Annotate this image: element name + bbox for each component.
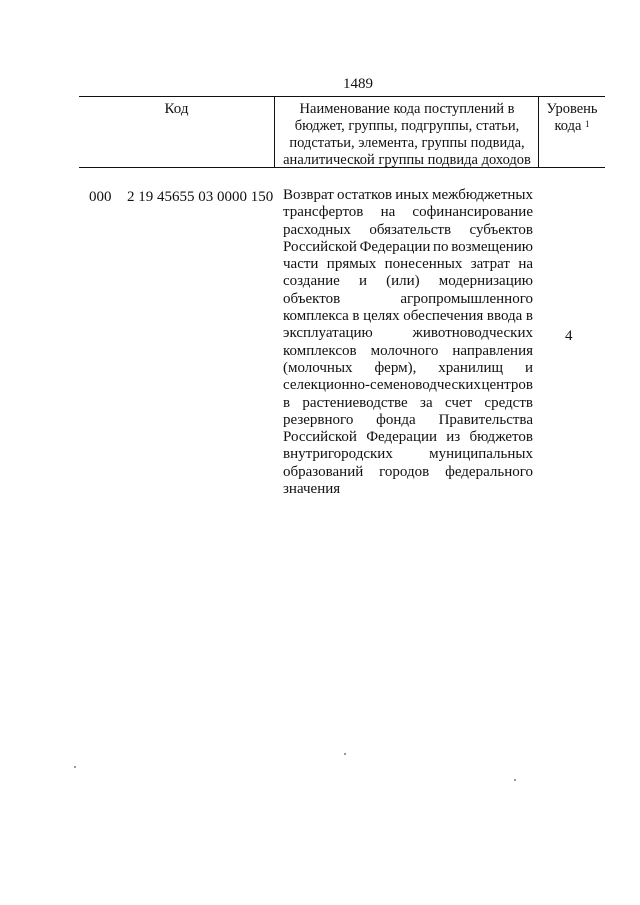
description-word: растениеводстве: [302, 394, 408, 411]
description-word: Российской: [283, 238, 357, 255]
description-word: части: [283, 256, 319, 273]
description-word: и: [358, 273, 367, 290]
footnote-marker: 1: [585, 119, 590, 129]
description-word: фонда: [376, 411, 416, 428]
description-word: Федерации: [366, 429, 438, 446]
description-word: (молочных: [283, 359, 353, 376]
header-name-line: аналитической группы подвида доходов: [283, 152, 531, 168]
description-line: [283, 395, 533, 412]
description-word: возмещению: [451, 238, 533, 255]
header-level: [539, 101, 605, 135]
description-word: ввода: [486, 308, 523, 325]
description-line: [283, 256, 533, 273]
description-word: комплексов: [283, 342, 357, 359]
page-number: 1489: [343, 76, 373, 92]
description-word: затрат: [470, 256, 510, 273]
description-line: [283, 464, 533, 481]
header-name: [276, 101, 538, 169]
description-word: бюджетов: [469, 429, 533, 446]
scan-speck: [74, 766, 76, 768]
description-line: [283, 204, 533, 221]
description-line: значения: [283, 481, 341, 498]
description-word: целях: [363, 308, 400, 325]
description-line: [283, 291, 533, 308]
description-word: Возврат: [283, 187, 334, 203]
description-word: на: [380, 204, 396, 221]
description-word: за: [420, 394, 433, 411]
description-line: [283, 222, 533, 239]
description-word: (или): [386, 273, 420, 290]
description-word: модернизацию: [438, 273, 533, 290]
row-description: [283, 187, 533, 498]
description-word: комплекса: [283, 308, 349, 325]
description-word: трансфертов: [283, 204, 364, 221]
scan-speck: [344, 753, 346, 755]
description-word: хранилищ: [438, 359, 504, 376]
description-word: прямых: [326, 256, 377, 273]
description-word: остатков: [336, 187, 393, 203]
description-word: иных: [395, 187, 429, 203]
description-word: агропромышленного: [400, 290, 533, 307]
description-line: [283, 325, 533, 342]
description-line: [283, 412, 533, 429]
description-word: в: [283, 394, 291, 411]
header-name-line: бюджет, группы, подгруппы, статьи,: [294, 118, 520, 134]
description-word: муниципальных: [429, 446, 533, 463]
header-level-word: кода: [554, 118, 582, 134]
description-word: резервного: [283, 411, 354, 428]
description-word: ферм),: [374, 359, 417, 376]
description-word: молочного: [370, 342, 439, 359]
description-word: в: [525, 308, 533, 325]
row-admin-code: 000: [89, 189, 112, 205]
description-word: направления: [452, 342, 533, 359]
header-name-line: подстатьи, элемента, группы подвида,: [289, 135, 525, 151]
row-budget-code: 2 19 45655 03 0000 150: [127, 189, 274, 205]
description-word: внутригородских: [283, 446, 393, 463]
description-word: понесенных: [384, 256, 463, 273]
description-word: городов: [379, 463, 430, 480]
description-word: Федерации: [359, 238, 431, 255]
description-line: [283, 273, 533, 290]
table-header: [79, 96, 605, 168]
column-divider: [274, 97, 275, 167]
description-word: на: [518, 256, 533, 273]
row-level: 4: [565, 328, 573, 344]
description-word: Российской: [283, 429, 357, 446]
description-line: [283, 308, 533, 325]
description-line: [283, 446, 533, 463]
description-word: из: [446, 429, 461, 446]
description-word: селекционно-семеноводческих: [283, 377, 481, 394]
description-word: объектов: [283, 290, 341, 307]
scan-speck: [514, 779, 516, 781]
header-level-line: [539, 118, 605, 135]
description-word: средств: [484, 394, 533, 411]
description-word: и: [524, 359, 533, 376]
description-word: софинансирование: [412, 204, 533, 221]
description-word: образований: [283, 463, 364, 480]
description-word: обязательств: [369, 221, 452, 238]
description-line: [283, 343, 533, 360]
description-word: по: [433, 238, 449, 255]
description-word: животноводческих: [412, 325, 533, 342]
description-word: центров: [481, 377, 533, 394]
description-word: межбюджетных: [431, 187, 533, 203]
description-word: федерального: [445, 463, 533, 480]
description-line: [283, 239, 533, 256]
description-word: эксплуатацию: [283, 325, 373, 342]
header-name-line: Наименование кода поступлений в: [299, 101, 515, 117]
header-level-line: Уровень: [546, 101, 598, 117]
description-word: в: [352, 308, 360, 325]
header-code: Код: [164, 101, 189, 117]
description-word: создание: [283, 273, 340, 290]
description-line: [283, 187, 533, 204]
description-line: [283, 377, 533, 394]
description-word: расходных: [283, 221, 351, 238]
description-word: Правительства: [438, 411, 533, 428]
description-word: обеспечения: [403, 308, 484, 325]
description-word: субъектов: [469, 221, 533, 238]
description-line: [283, 429, 533, 446]
description-line: [283, 360, 533, 377]
description-word: счет: [444, 394, 473, 411]
